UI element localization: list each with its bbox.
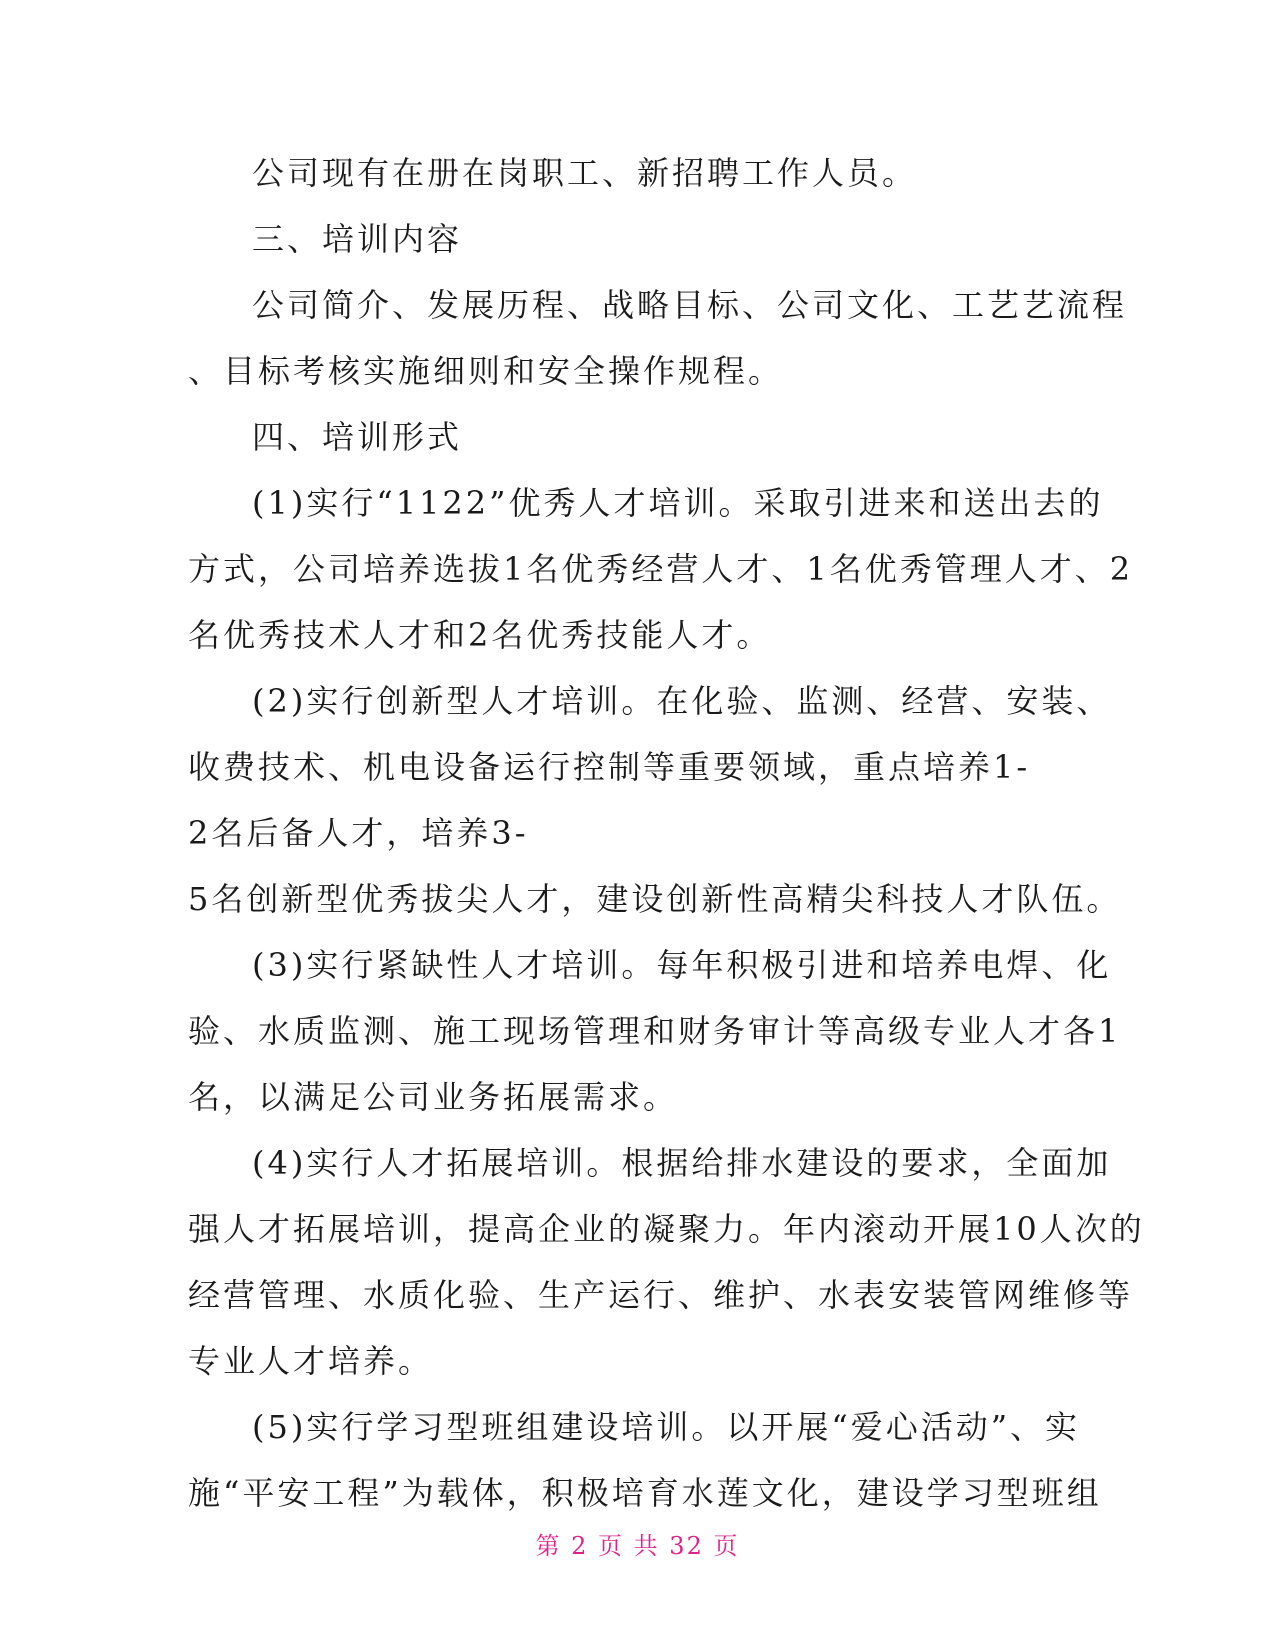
- page-number-footer: 第 2 页 共 32 页: [535, 1532, 740, 1560]
- text-line: 专业人才培养。: [188, 1342, 434, 1380]
- text-line: 强人才拓展培训，提高企业的凝聚力。年内滚动开展10人次的: [188, 1210, 1145, 1248]
- text-line: 、目标考核实施细则和安全操作规程。: [188, 352, 784, 390]
- text-line: (2)实行创新型人才培训。在化验、监测、经营、安装、: [252, 682, 1112, 720]
- text-line: 公司现有在册在岗职工、新招聘工作人员。: [252, 154, 918, 192]
- text-line: 施“平安工程”为载体，积极培育水莲文化，建设学习型班组: [188, 1474, 1102, 1512]
- text-line: (4)实行人才拓展培训。根据给排水建设的要求，全面加: [252, 1144, 1112, 1182]
- text-line: 名优秀技术人才和2名优秀技能人才。: [188, 616, 772, 654]
- text-line: 经营管理、水质化验、生产运行、维护、水表安装管网维修等: [188, 1276, 1134, 1314]
- text-line: (3)实行紧缺性人才培训。每年积极引进和培养电焊、化: [252, 946, 1112, 984]
- text-line: 方式，公司培养选拔1名优秀经营人才、1名优秀管理人才、2: [188, 550, 1134, 588]
- text-line: 名，以满足公司业务拓展需求。: [188, 1078, 679, 1116]
- text-line: (5)实行学习型班组建设培训。以开展“爱心活动”、实: [252, 1408, 1081, 1446]
- text-line: 2名后备人才，培养3-: [188, 814, 529, 852]
- text-line: 5名创新型优秀拔尖人才，建设创新性高精尖科技人才队伍。: [188, 880, 1122, 918]
- text-line: (1)实行“1122”优秀人才培训。采取引进来和送出去的: [252, 484, 1104, 522]
- text-line: 公司简介、发展历程、战略目标、公司文化、工艺艺流程: [252, 286, 1128, 324]
- section-heading: 三、培训内容: [252, 220, 463, 258]
- document-body: [188, 140, 1145, 1526]
- section-heading: 四、培训形式: [252, 418, 463, 456]
- text-line: 验、水质监测、施工现场管理和财务审计等高级专业人才各1: [188, 1012, 1122, 1050]
- text-line: 收费技术、机电设备运行控制等重要领域，重点培养1-: [188, 748, 1031, 786]
